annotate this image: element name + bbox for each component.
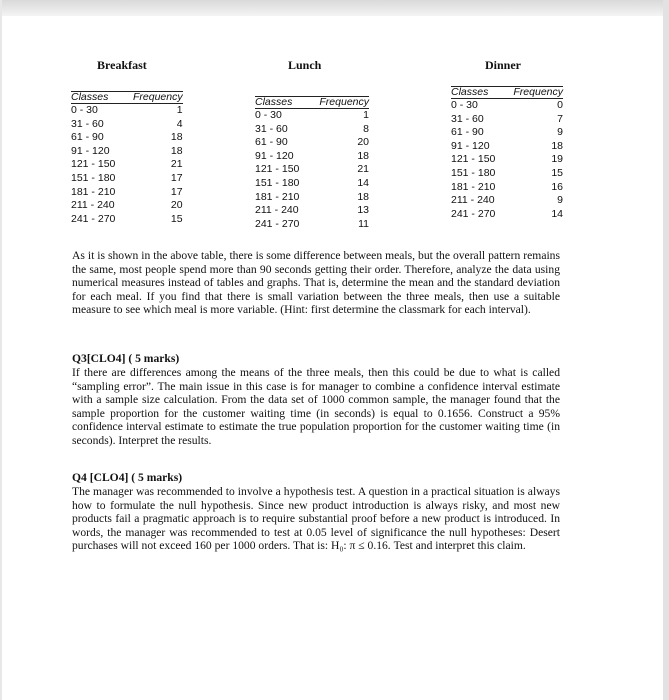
class-interval-cell: 0 - 30 bbox=[451, 99, 478, 111]
lunch-title: Lunch bbox=[288, 58, 322, 72]
frequency-cell: 19 bbox=[551, 153, 563, 166]
class-interval-cell: 181 - 210 bbox=[255, 190, 300, 203]
frequency-cell: 18 bbox=[170, 144, 183, 157]
classes-header: Classes bbox=[71, 92, 133, 104]
frequency-cell: 11 bbox=[358, 217, 369, 230]
table-row bbox=[71, 186, 183, 200]
table-row bbox=[255, 177, 369, 191]
table-header-row bbox=[255, 97, 369, 109]
frequency-cell: 8 bbox=[363, 122, 369, 135]
frequency-cell: 18 bbox=[170, 131, 183, 144]
frequency-cell: 1 bbox=[176, 104, 183, 116]
page-top-edge bbox=[0, 0, 669, 16]
table-row bbox=[451, 126, 563, 140]
class-interval-cell: 0 - 30 bbox=[71, 104, 98, 116]
class-interval-cell: 211 - 240 bbox=[71, 199, 115, 212]
table-row bbox=[255, 109, 369, 123]
class-interval-cell: 121 - 150 bbox=[255, 163, 300, 176]
table-row bbox=[255, 191, 369, 205]
class-interval-cell: 151 - 180 bbox=[71, 171, 116, 184]
table-row bbox=[255, 218, 369, 232]
class-interval-cell: 61 - 90 bbox=[451, 126, 484, 139]
table-row bbox=[255, 163, 369, 177]
frequency-cell: 14 bbox=[551, 207, 563, 220]
class-interval-cell: 241 - 270 bbox=[71, 212, 116, 225]
table-row bbox=[255, 136, 369, 150]
frequency-header: Frequency bbox=[513, 86, 563, 98]
frequency-header: Frequency bbox=[317, 97, 369, 109]
class-interval-cell: 151 - 180 bbox=[255, 176, 300, 189]
class-interval-cell: 61 - 90 bbox=[255, 136, 288, 149]
frequency-cell: 9 bbox=[557, 126, 563, 139]
q3-body: If there are differences among the means of the three meals, then this could be due to what is called “sampling error”. The main issue in this case is for manager to combine a confidence interval estimate with a sample size calculation. From the data set of 1000 common sample, the manager found that the sample proportion for the customer waiting time (in seconds) is equal to 0.1656. Construct a 95% confidence interval estimate to estimate the true population proportion for the customer waiting time (in seconds). Interpret the results. bbox=[72, 366, 560, 447]
frequency-cell: 16 bbox=[551, 180, 563, 193]
frequency-cell: 17 bbox=[170, 185, 183, 198]
dinner-title: Dinner bbox=[485, 58, 521, 72]
table-row bbox=[451, 99, 563, 113]
frequency-header: Frequency bbox=[133, 91, 183, 103]
frequency-cell: 4 bbox=[176, 117, 183, 130]
class-interval-cell: 91 - 120 bbox=[255, 149, 294, 162]
frequency-cell: 1 bbox=[363, 109, 369, 121]
frequency-cell: 15 bbox=[170, 212, 183, 225]
q3-heading: Q3[CLO4] ( 5 marks) bbox=[72, 352, 180, 365]
frequency-cell: 17 bbox=[170, 171, 183, 184]
frequency-cell: 21 bbox=[357, 163, 369, 176]
frequency-cell: 20 bbox=[357, 136, 369, 149]
class-interval-cell: 151 - 180 bbox=[451, 166, 496, 179]
class-interval-cell: 91 - 120 bbox=[71, 144, 110, 157]
lunch-frequency-table bbox=[255, 96, 369, 231]
table-row bbox=[451, 208, 563, 222]
table-row bbox=[451, 153, 563, 167]
table-row bbox=[71, 131, 183, 145]
table-row bbox=[255, 204, 369, 218]
class-interval-cell: 211 - 240 bbox=[255, 204, 299, 217]
frequency-cell: 21 bbox=[170, 158, 183, 171]
frequency-cell: 18 bbox=[357, 149, 369, 162]
class-interval-cell: 61 - 90 bbox=[71, 131, 104, 144]
table-header-row bbox=[451, 87, 563, 99]
table-row bbox=[71, 213, 183, 227]
table-row bbox=[71, 158, 183, 172]
table-row bbox=[71, 118, 183, 132]
class-interval-cell: 31 - 60 bbox=[451, 112, 484, 125]
frequency-cell: 7 bbox=[557, 112, 563, 125]
classes-header: Classes bbox=[451, 87, 513, 99]
frequency-cell: 18 bbox=[551, 139, 563, 152]
class-interval-cell: 121 - 150 bbox=[71, 158, 116, 171]
table-row bbox=[451, 194, 563, 208]
page-right-edge bbox=[663, 0, 669, 700]
page-left-edge bbox=[0, 0, 2, 700]
class-interval-cell: 241 - 270 bbox=[255, 217, 300, 230]
frequency-cell: 14 bbox=[357, 176, 369, 189]
table-row bbox=[255, 123, 369, 137]
class-interval-cell: 211 - 240 bbox=[451, 194, 495, 207]
frequency-cell: 9 bbox=[557, 194, 563, 207]
dinner-frequency-table bbox=[451, 86, 563, 221]
q4-body: The manager was recommended to involve a hypothesis test. A question in a practical situation is always how to formulate the null hypothesis. Since new product introduction is always risky, and most new products fail a pragmatic approach is to require substantial proof before a new product is introduced. In words, the manager was recommended to test at 0.05 level of significance the null hypotheses: Desert purchases will not exceed 160 per 1000 orders. That is: H₀: π ≤ 0.16. Test and interpret this claim. bbox=[72, 485, 560, 553]
frequency-cell: 13 bbox=[357, 204, 369, 217]
class-interval-cell: 0 - 30 bbox=[255, 109, 282, 121]
q4-heading: Q4 [CLO4] ( 5 marks) bbox=[72, 471, 183, 484]
class-interval-cell: 181 - 210 bbox=[451, 180, 496, 193]
frequency-cell: 0 bbox=[557, 99, 563, 111]
table-row bbox=[255, 150, 369, 164]
table-row bbox=[71, 199, 183, 213]
table-header-row bbox=[71, 92, 183, 104]
table-row bbox=[451, 113, 563, 127]
breakfast-title: Breakfast bbox=[97, 58, 147, 72]
frequency-cell: 20 bbox=[170, 199, 183, 212]
table-row bbox=[451, 181, 563, 195]
frequency-cell: 18 bbox=[357, 190, 369, 203]
intro-paragraph: As it is shown in the above table, there is some difference between meals, but the overall pattern remains the same, most people spend more than 90 seconds getting their order. Therefore, analyze the data using numerical measures instead of tables and graphs. That is, determine the mean and the standard deviation for each meal. If you find that there is small variation between the three meals, then use a suitable measure to see which meal is more variable. (Hint: first determine the classmark for each interval). bbox=[72, 249, 560, 317]
frequency-cell: 15 bbox=[551, 166, 563, 179]
table-row bbox=[451, 167, 563, 181]
class-interval-cell: 31 - 60 bbox=[71, 117, 104, 130]
table-row bbox=[451, 140, 563, 154]
class-interval-cell: 31 - 60 bbox=[255, 122, 288, 135]
class-interval-cell: 241 - 270 bbox=[451, 207, 496, 220]
class-interval-cell: 181 - 210 bbox=[71, 185, 116, 198]
table-row bbox=[71, 145, 183, 159]
breakfast-frequency-table bbox=[71, 91, 183, 226]
class-interval-cell: 91 - 120 bbox=[451, 139, 490, 152]
classes-header: Classes bbox=[255, 97, 317, 109]
table-row bbox=[71, 104, 183, 118]
class-interval-cell: 121 - 150 bbox=[451, 153, 496, 166]
table-row bbox=[71, 172, 183, 186]
